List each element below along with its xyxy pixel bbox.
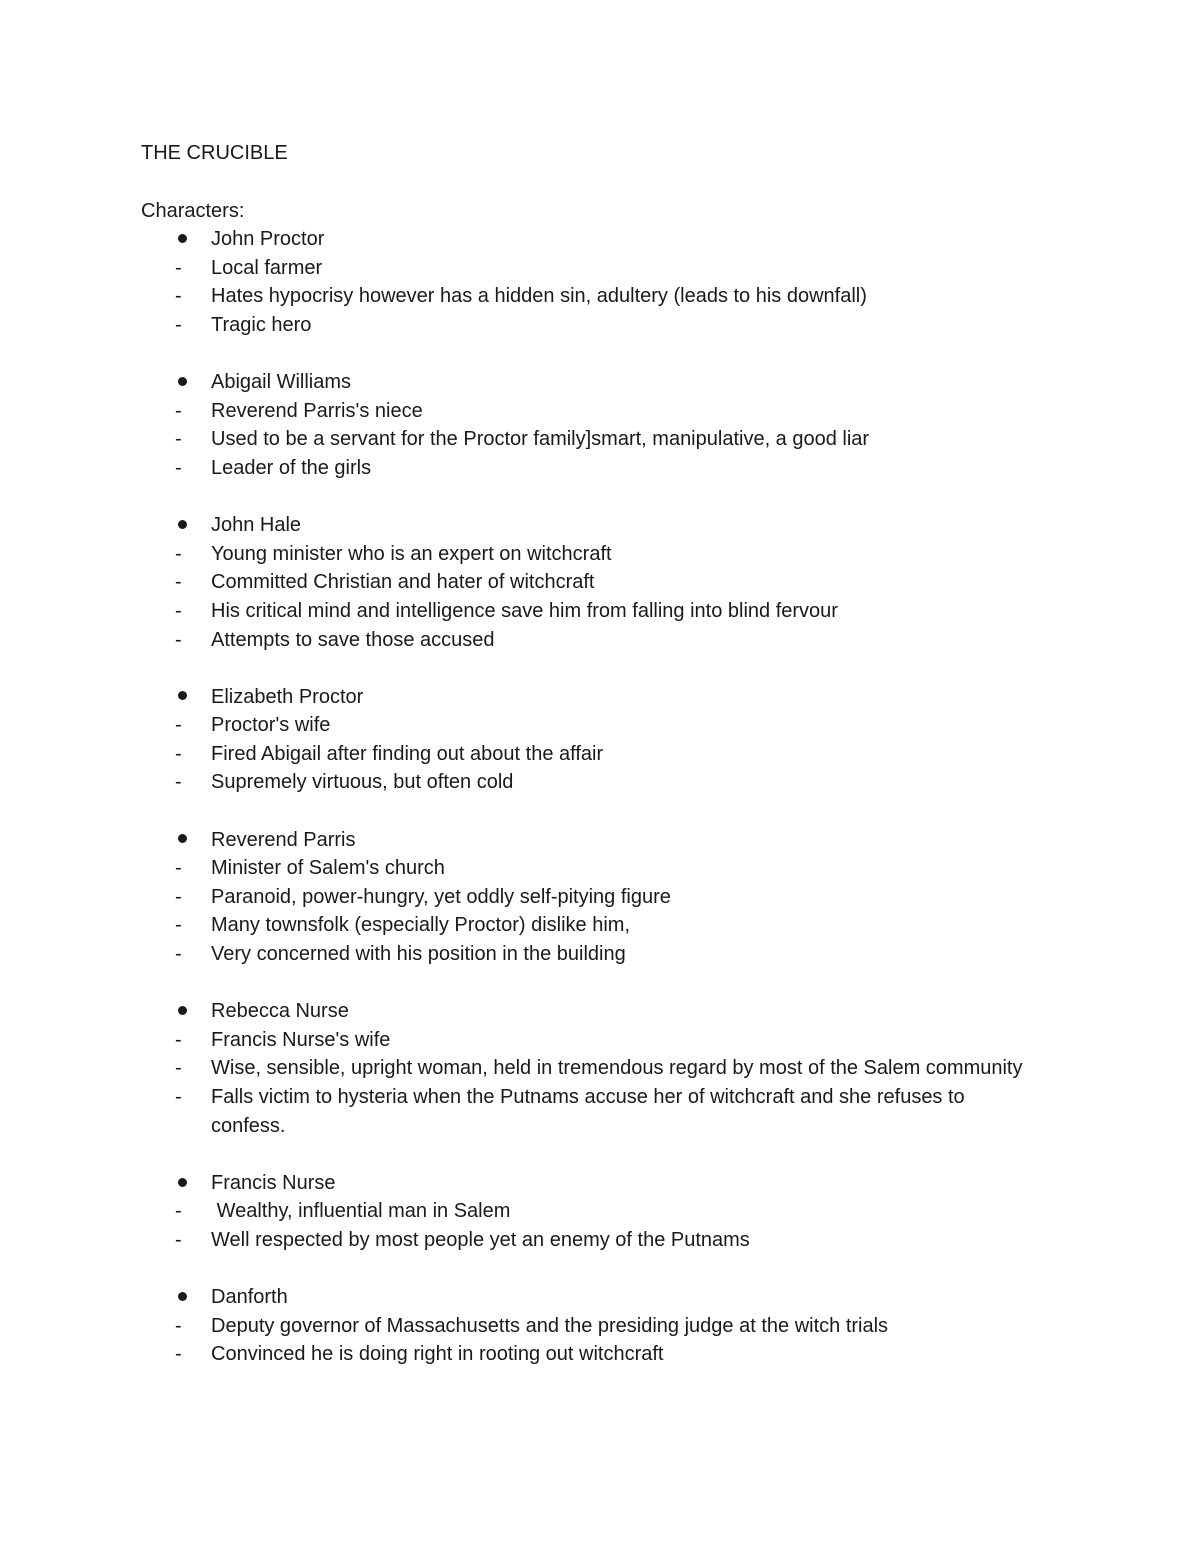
character-detail-text: Very concerned with his position in the building bbox=[211, 943, 626, 966]
character-group bbox=[141, 997, 1041, 1140]
bullet-icon bbox=[175, 826, 199, 855]
bullet-icon bbox=[175, 368, 199, 397]
dash-marker: - bbox=[175, 599, 182, 622]
character-detail-item bbox=[141, 911, 1041, 940]
dash-marker: - bbox=[175, 542, 182, 565]
bullet-icon bbox=[175, 683, 199, 712]
bullet-icon bbox=[175, 1283, 199, 1312]
bullet-dot-icon bbox=[178, 520, 187, 529]
bullet-dot-icon bbox=[178, 834, 187, 843]
dash-marker: - bbox=[175, 628, 182, 651]
dash-marker: - bbox=[175, 1343, 182, 1366]
dash-marker: - bbox=[175, 456, 182, 479]
dash-marker: - bbox=[175, 1028, 182, 1051]
dash-marker: - bbox=[175, 914, 182, 937]
character-detail-item bbox=[141, 597, 1041, 626]
dash-marker: - bbox=[175, 571, 182, 594]
character-name: Elizabeth Proctor bbox=[211, 685, 364, 708]
character-detail-text: Committed Christian and hater of witchcraft bbox=[211, 571, 595, 594]
dash-marker: - bbox=[175, 285, 182, 308]
character-list bbox=[141, 225, 1041, 1369]
character-group bbox=[141, 368, 1041, 482]
character-detail-item bbox=[141, 1026, 1041, 1055]
character-detail-item bbox=[141, 626, 1041, 655]
character-name: John Proctor bbox=[211, 228, 325, 251]
character-detail-item bbox=[141, 397, 1041, 426]
character-detail-text: Convinced he is doing right in rooting out witchcraft bbox=[211, 1343, 664, 1366]
character-detail-item bbox=[141, 1226, 1041, 1255]
dash-marker: - bbox=[175, 256, 182, 279]
character-detail-text: Deputy governor of Massachusetts and the presiding judge at the witch trials bbox=[211, 1314, 889, 1337]
character-detail-item bbox=[141, 711, 1041, 740]
dash-marker: - bbox=[175, 1200, 182, 1223]
character-name-item bbox=[141, 1283, 1041, 1312]
character-name: Danforth bbox=[211, 1286, 288, 1309]
character-detail-text: Falls victim to hysteria when the Putnams accuse her of witchcraft and she refuses to confess. bbox=[211, 1086, 971, 1137]
character-detail-text: Wealthy, influential man in Salem bbox=[211, 1200, 511, 1223]
bullet-dot-icon bbox=[178, 1006, 187, 1015]
character-group bbox=[141, 511, 1041, 654]
dash-marker: - bbox=[175, 943, 182, 966]
bullet-dot-icon bbox=[178, 234, 187, 243]
character-name-item bbox=[141, 683, 1041, 712]
character-detail-text: Well respected by most people yet an enemy of the Putnams bbox=[211, 1228, 750, 1251]
dash-marker: - bbox=[175, 714, 182, 737]
character-detail-item bbox=[141, 768, 1041, 797]
character-detail-text: Proctor's wife bbox=[211, 714, 331, 737]
character-group bbox=[141, 826, 1041, 969]
character-detail-text: Reverend Parris's niece bbox=[211, 399, 423, 422]
bullet-icon bbox=[175, 225, 199, 254]
character-name-item bbox=[141, 1169, 1041, 1198]
character-group bbox=[141, 1283, 1041, 1369]
character-detail-item bbox=[141, 854, 1041, 883]
character-name-item bbox=[141, 225, 1041, 254]
character-detail-item bbox=[141, 282, 1041, 311]
character-detail-item bbox=[141, 1340, 1041, 1369]
character-detail-item bbox=[141, 254, 1041, 283]
bullet-dot-icon bbox=[178, 691, 187, 700]
bullet-dot-icon bbox=[178, 1178, 187, 1187]
character-detail-item bbox=[141, 1054, 1041, 1083]
character-name-item bbox=[141, 997, 1041, 1026]
character-detail-item bbox=[141, 454, 1041, 483]
character-detail-text: Supremely virtuous, but often cold bbox=[211, 771, 514, 794]
dash-marker: - bbox=[175, 1314, 182, 1337]
dash-marker: - bbox=[175, 885, 182, 908]
document-body bbox=[141, 139, 1041, 1369]
character-detail-item bbox=[141, 568, 1041, 597]
dash-marker: - bbox=[175, 771, 182, 794]
document-title: THE CRUCIBLE bbox=[141, 142, 288, 164]
character-detail-text: Attempts to save those accused bbox=[211, 628, 495, 651]
character-name: Abigail Williams bbox=[211, 371, 352, 394]
character-detail-item bbox=[141, 1197, 1041, 1226]
character-detail-item bbox=[141, 540, 1041, 569]
character-detail-item bbox=[141, 311, 1041, 340]
character-detail-item bbox=[141, 425, 1041, 454]
bullet-icon bbox=[175, 511, 199, 540]
character-group bbox=[141, 225, 1041, 339]
character-detail-item bbox=[141, 940, 1041, 969]
character-detail-item bbox=[141, 1312, 1041, 1341]
dash-marker: - bbox=[175, 313, 182, 336]
dash-marker: - bbox=[175, 1228, 182, 1251]
dash-marker: - bbox=[175, 428, 182, 451]
dash-marker: - bbox=[175, 857, 182, 880]
dash-marker: - bbox=[175, 1057, 182, 1080]
character-detail-item bbox=[141, 883, 1041, 912]
character-detail-text: Hates hypocrisy however has a hidden sin, adultery (leads to his downfall) bbox=[211, 285, 867, 308]
characters-heading: Characters: bbox=[141, 199, 245, 222]
character-detail-text: Wise, sensible, upright woman, held in tremendous regard by most of the Salem community bbox=[211, 1057, 1023, 1080]
character-name: Reverend Parris bbox=[211, 828, 356, 851]
character-name-item bbox=[141, 826, 1041, 855]
character-detail-item bbox=[141, 1083, 1041, 1140]
character-detail-text: Local farmer bbox=[211, 256, 323, 279]
character-detail-text: His critical mind and intelligence save him from falling into blind fervour bbox=[211, 599, 838, 622]
character-detail-text: Used to be a servant for the Proctor family]smart, manipulative, a good liar bbox=[211, 428, 870, 451]
bullet-dot-icon bbox=[178, 1292, 187, 1301]
dash-marker: - bbox=[175, 742, 182, 765]
character-detail-text: Tragic hero bbox=[211, 313, 312, 336]
character-detail-item bbox=[141, 740, 1041, 769]
character-detail-text: Leader of the girls bbox=[211, 456, 372, 479]
bullet-dot-icon bbox=[178, 377, 187, 386]
character-name: Francis Nurse bbox=[211, 1171, 336, 1194]
dash-marker: - bbox=[175, 1086, 182, 1108]
character-detail-text: Francis Nurse's wife bbox=[211, 1028, 391, 1051]
character-group bbox=[141, 683, 1041, 797]
character-name-item bbox=[141, 368, 1041, 397]
dash-marker: - bbox=[175, 399, 182, 422]
character-detail-text: Fired Abigail after finding out about the affair bbox=[211, 742, 604, 765]
character-detail-text: Young minister who is an expert on witchcraft bbox=[211, 542, 612, 565]
bullet-icon bbox=[175, 997, 199, 1026]
character-group bbox=[141, 1169, 1041, 1255]
character-detail-text: Minister of Salem's church bbox=[211, 857, 445, 880]
character-name: John Hale bbox=[211, 514, 302, 537]
character-detail-text: Paranoid, power-hungry, yet oddly self-pitying figure bbox=[211, 885, 671, 908]
bullet-icon bbox=[175, 1169, 199, 1198]
character-name: Rebecca Nurse bbox=[211, 1000, 349, 1023]
character-name-item bbox=[141, 511, 1041, 540]
character-detail-text: Many townsfolk (especially Proctor) dislike him, bbox=[211, 914, 631, 937]
